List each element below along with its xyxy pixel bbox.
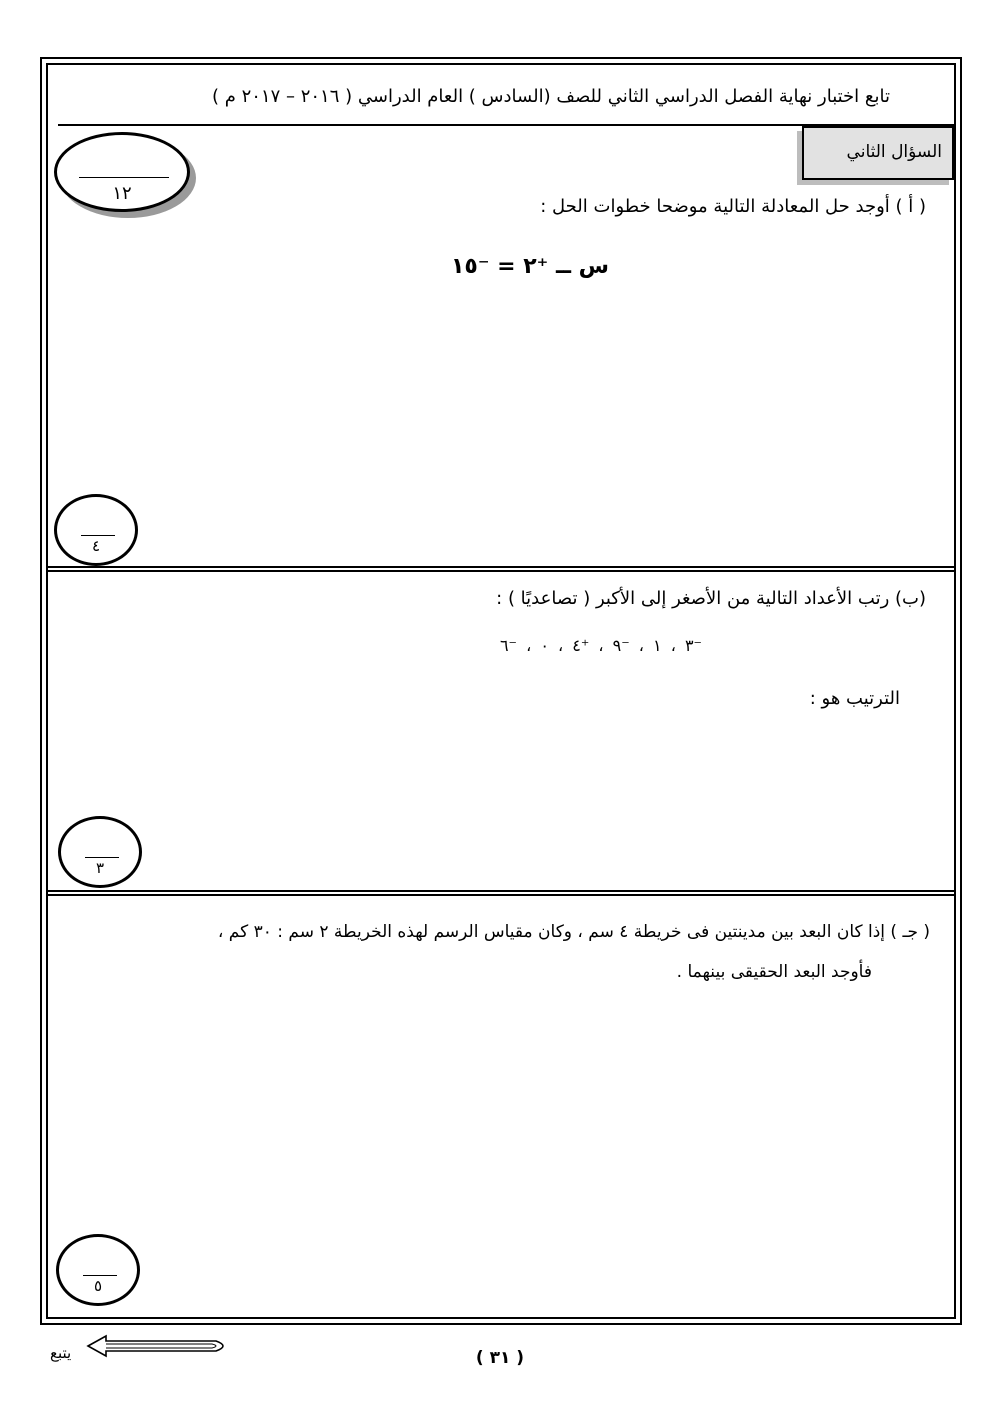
exam-header-title: تابع اختبار نهاية الفصل الدراسي الثاني للصف (السادس ) العام الدراسي ( ٢٠١٦ – ٢٠١٧ م )	[211, 86, 890, 107]
part-a-grade-circle	[54, 494, 138, 566]
part-a-prompt: ( أ ) أوجد حل المعادلة التالية موضحا خطوات الحل :	[540, 196, 926, 217]
total-grade-oval	[54, 132, 190, 212]
question-label: السؤال الثاني	[846, 142, 942, 162]
grade-line	[85, 857, 119, 858]
grade-line	[81, 535, 115, 536]
part-c-grade-circle	[56, 1234, 140, 1306]
part-b-prompt: (ب) رتب الأعداد التالية من الأصغر إلى الأكبر ( تصاعديًا ) :	[496, 588, 926, 609]
part-b-grade: ٣	[95, 859, 105, 877]
part-a-equation: س ــ ⁺٢ = ⁻١٥	[451, 254, 609, 279]
section-divider	[46, 894, 956, 896]
part-a-grade: ٤	[91, 537, 101, 555]
follow-arrow-icon	[84, 1330, 232, 1362]
part-b-numbers: ⁻٣ ، ١ ، ⁻٩ ، ⁺٤ ، ٠ ، ⁻٦	[499, 636, 702, 655]
part-b-answer-label: الترتيب هو :	[809, 688, 900, 709]
follow-label: يتبع	[50, 1344, 72, 1362]
section-divider	[46, 566, 956, 568]
section-divider	[46, 890, 956, 892]
grade-line	[79, 177, 169, 178]
question-label-box	[802, 126, 954, 180]
page-number: ( ٣١ )	[475, 1348, 525, 1368]
part-b-grade-circle	[58, 816, 142, 888]
grade-line	[83, 1275, 117, 1276]
part-c-grade: ٥	[93, 1277, 103, 1295]
section-divider	[46, 570, 956, 572]
part-c-prompt-line2: فأوجد البعد الحقيقى بينهما .	[676, 962, 872, 982]
total-grade: ١٢	[112, 183, 132, 204]
part-c-prompt-line1: ( جـ ) إذا كان البعد بين مدينتين فى خريطة ٤ سم ، وكان مقياس الرسم لهذه الخريطة ٢ سم : ٣٠ كم ،	[217, 922, 930, 942]
